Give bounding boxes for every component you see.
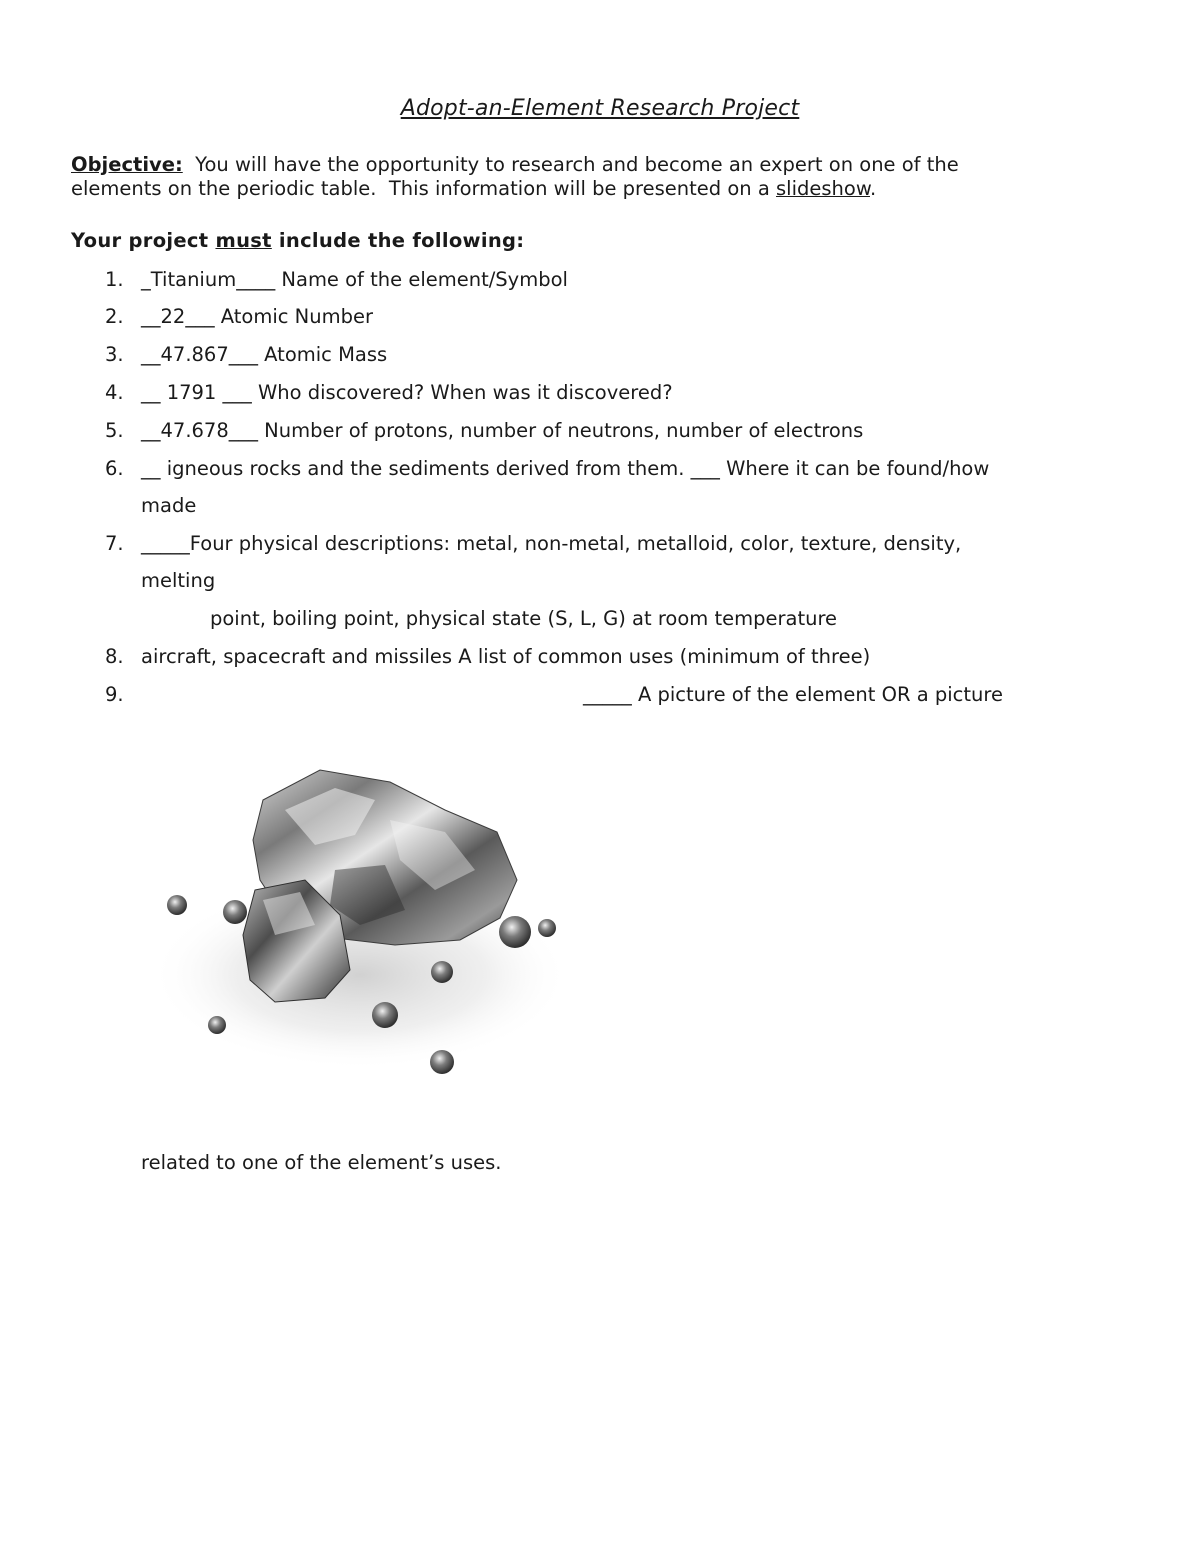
- list-item-text: _____ A picture of the element OR a picture: [583, 683, 1003, 706]
- list-item-text: _____Four physical descriptions: metal, non-metal, metalloid, color, texture, density,: [141, 532, 962, 555]
- list-item-number: 1.: [105, 268, 124, 291]
- list-item-number: 7.: [105, 532, 124, 555]
- list-item-text: __ 1791 ___ Who discovered? When was it discovered?: [141, 381, 673, 404]
- requirements-heading-must: must: [215, 229, 272, 252]
- list-item-text: _Titanium____ Name of the element/Symbol: [141, 268, 568, 291]
- list-item-text: __ igneous rocks and the sediments derived from them. ___ Where it can be found/how: [141, 457, 990, 480]
- document-title: Adopt-an-Element Research Project: [400, 96, 800, 121]
- list-item-number: 2.: [105, 305, 124, 328]
- list-item-text: __22___ Atomic Number: [141, 305, 374, 328]
- objective-text-2: elements on the periodic table. This information will be presented on a: [71, 177, 776, 200]
- list-item-number: 8.: [105, 645, 124, 668]
- list-item-text: aircraft, spacecraft and missiles A list of common uses (minimum of three): [141, 645, 871, 668]
- requirements-heading: [71, 229, 524, 252]
- list-item-continuation: point, boiling point, physical state (S, L, G) at room temperature: [210, 607, 838, 630]
- requirements-heading-prefix: Your project: [71, 229, 216, 252]
- list-item-text: __47.867___ Atomic Mass: [141, 343, 388, 366]
- list-item-number: 9.: [105, 683, 124, 706]
- list-item-number: 4.: [105, 381, 124, 404]
- objective-paragraph: [71, 153, 1141, 201]
- objective-label: Objective:: [71, 153, 183, 176]
- objective-text-1: You will have the opportunity to research and become an expert on one of the: [182, 153, 959, 176]
- list-item-number: 5.: [105, 419, 124, 442]
- list-item-number: 6.: [105, 457, 124, 480]
- titanium-photo: [145, 740, 575, 1100]
- objective-slideshow: slideshow: [776, 177, 870, 200]
- list-item-number: 3.: [105, 343, 124, 366]
- objective-text-end: .: [869, 177, 877, 200]
- list-item-continuation: made: [141, 494, 197, 517]
- list-item-text: __47.678___ Number of protons, number of neutrons, number of electrons: [141, 419, 864, 442]
- requirements-heading-suffix: include the following:: [271, 229, 525, 252]
- list-item-continuation: melting: [141, 569, 216, 592]
- item-9-continuation: related to one of the element’s uses.: [141, 1151, 502, 1174]
